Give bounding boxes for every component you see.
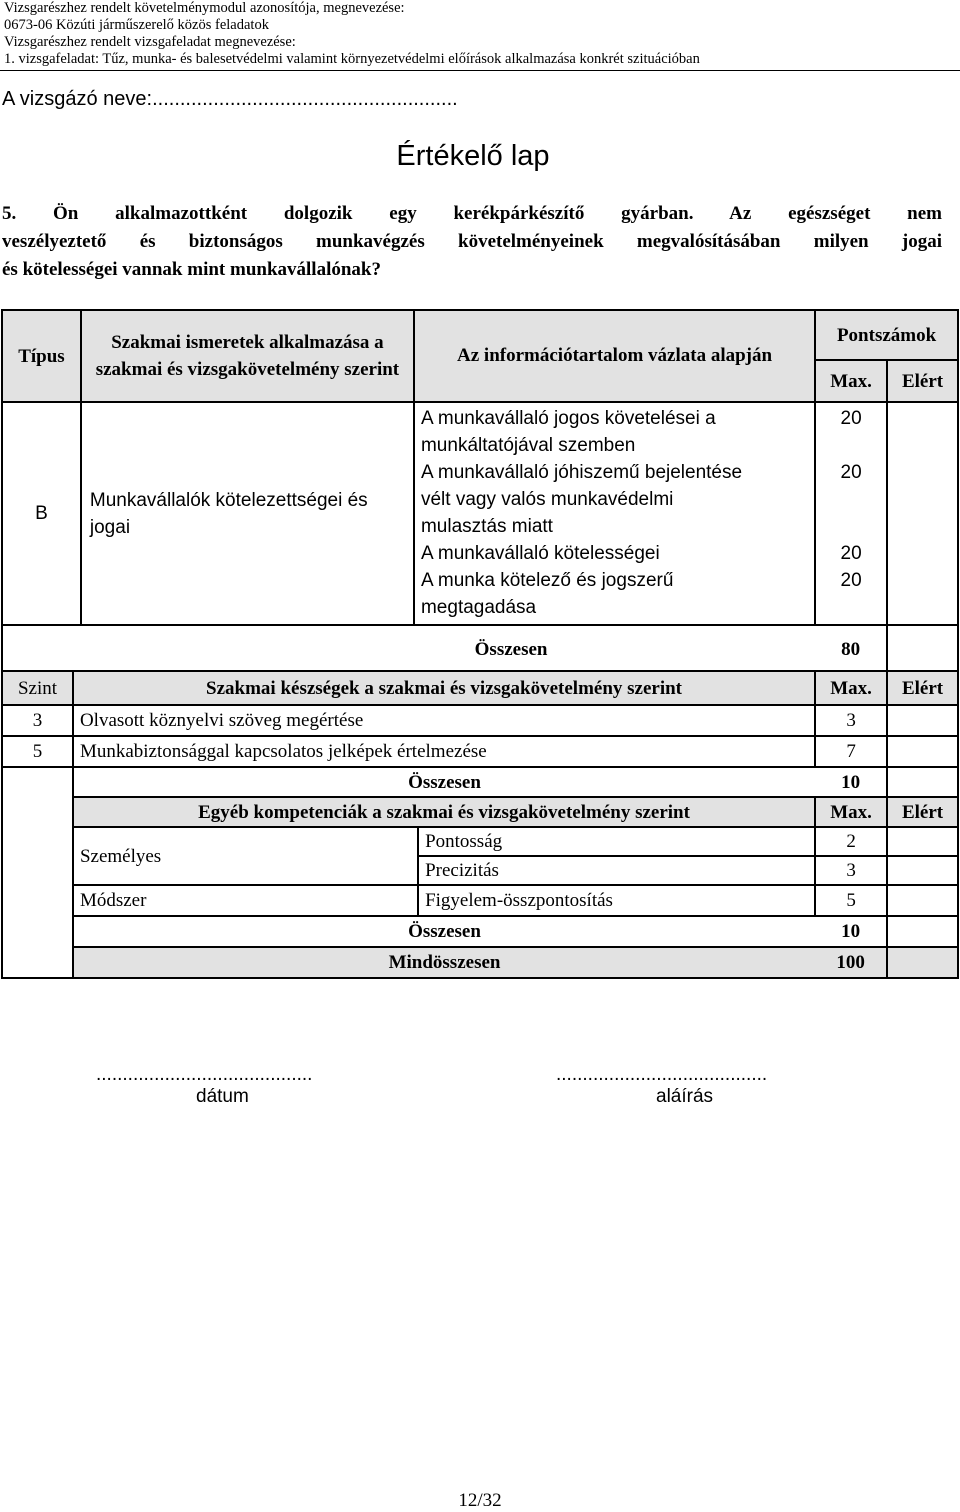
signature-dots: ........................................ — [556, 1064, 768, 1085]
personal-item-2-achieved-input[interactable] — [887, 856, 958, 885]
question-line-3: és kötelességei vannak mint munkavállalónak? — [2, 259, 381, 280]
page-title — [0, 140, 960, 173]
header-outline: Az információtartalom vázlata alapján — [414, 310, 815, 402]
header-divider — [0, 70, 960, 71]
outline-item-1: A munkavállaló jogos követelései a munkáltatójával szemben — [420, 408, 716, 456]
header-line-2: 0673-06 Közúti járműszerelő közös feladatok — [4, 17, 269, 33]
skill-2-max: 7 — [815, 736, 887, 767]
type-value: B — [2, 402, 81, 625]
skill-2-name: Munkabiztonsággal kapcsolatos jelképek értelmezése — [73, 736, 815, 767]
question-line-2: veszélyeztető és biztonságos munkavégzés követelményeinek megvalósításában milyen jogai — [2, 231, 942, 252]
signature-label: aláírás — [656, 1086, 714, 1107]
skill-2-achieved-input[interactable] — [887, 736, 958, 767]
date-label: dátum — [196, 1086, 249, 1107]
header-knowledge: Szakmai ismeretek alkalmazása a szakmai és vizsgakövetelmény szerint — [81, 310, 414, 402]
skill-1-achieved-input[interactable] — [887, 705, 958, 736]
item-3-max: 20 — [840, 543, 862, 564]
header-skills: Szakmai készségek a szakmai és vizsgakövetelmény szerint — [73, 671, 815, 705]
page-title-text: Értékelő lap — [396, 140, 550, 172]
page-number: 12/32 — [458, 1490, 502, 1511]
method-item-1-max: 5 — [815, 885, 887, 916]
method-label: Módszer — [73, 885, 418, 916]
other-total-max: 10 — [815, 916, 887, 947]
header-other-achieved: Elért — [887, 797, 958, 827]
header-level: Szint — [2, 671, 73, 705]
grand-total-achieved-input[interactable] — [887, 947, 958, 978]
header-line-3: Vizsgarészhez rendelt vizsgafeladat megnevezése: — [4, 34, 296, 50]
knowledge-value: Munkavállalók kötelezettségei és jogai — [81, 402, 414, 625]
header-line-4: 1. vizsgafeladat: Tűz, munka- és balesetvédelmi valamint környezetvédelmi előírások alkalmazása konkrét szituációban — [4, 51, 700, 67]
total-label: Összesen — [2, 625, 815, 673]
personal-item-2-max: 3 — [815, 856, 887, 885]
personal-item-1-achieved-input[interactable] — [887, 827, 958, 856]
grand-total-max: 100 — [815, 947, 887, 978]
other-total-label: Összesen — [73, 916, 815, 947]
outline-max-values — [815, 402, 887, 625]
skills-total-achieved-input[interactable] — [887, 767, 958, 797]
grand-total-label: Mindösszesen — [73, 947, 815, 978]
item-1-max: 20 — [840, 408, 862, 429]
document-header — [4, 0, 954, 68]
outline-item-4: A munka kötelező és jogszerű megtagadása — [420, 570, 674, 618]
header-type: Típus — [2, 310, 81, 402]
item-2-max: 20 — [840, 462, 862, 483]
blank-left-cell — [2, 767, 73, 978]
personal-item-1-max: 2 — [815, 827, 887, 856]
header-points: Pontszámok — [815, 310, 958, 360]
header-line-1: Vizsgarészhez rendelt követelménymodul azonosítója, megnevezése: — [4, 0, 405, 16]
header-skills-achieved: Elért — [887, 671, 958, 705]
skills-total-max: 10 — [815, 767, 887, 797]
method-item-1: Figyelem-összpontosítás — [418, 885, 815, 916]
method-item-1-achieved-input[interactable] — [887, 885, 958, 916]
personal-item-1: Pontosság — [418, 827, 815, 856]
outline-item-3: A munkavállaló kötelességei — [420, 543, 660, 564]
header-achieved: Elért — [887, 360, 958, 402]
skill-1-max: 3 — [815, 705, 887, 736]
header-skills-max: Max. — [815, 671, 887, 705]
outline-items — [414, 402, 815, 625]
skills-total-label: Összesen — [73, 767, 815, 797]
total-achieved-input[interactable] — [887, 625, 958, 673]
item-4-max: 20 — [840, 570, 862, 591]
skill-1-level: 3 — [2, 705, 73, 736]
personal-item-2: Precizitás — [418, 856, 815, 885]
total-max: 80 — [815, 625, 887, 673]
skill-1-name: Olvasott köznyelvi szöveg megértése — [73, 705, 815, 736]
other-total-achieved-input[interactable] — [887, 916, 958, 947]
outline-item-2: A munkavállaló jóhiszemű bejelentése vélt vagy valós munkavédelmi mulasztás miatt — [420, 462, 743, 537]
skill-2-level: 5 — [2, 736, 73, 767]
header-max: Max. — [815, 360, 887, 402]
date-dots: ......................................... — [96, 1064, 313, 1085]
header-other-max: Max. — [815, 797, 887, 827]
examinee-name-label: A vizsgázó neve:....................................................... — [2, 88, 458, 110]
question-line-1: 5. Ön alkalmazottként dolgozik egy kerékpárkészítő gyárban. Az egészséget nem — [2, 203, 942, 224]
header-other: Egyéb kompetenciák a szakmai és vizsgakövetelmény szerint — [73, 797, 815, 827]
skills-table — [1, 670, 959, 979]
knowledge-table — [1, 309, 959, 674]
personal-label: Személyes — [73, 827, 418, 885]
question — [2, 200, 942, 284]
achieved-input[interactable] — [887, 402, 958, 625]
